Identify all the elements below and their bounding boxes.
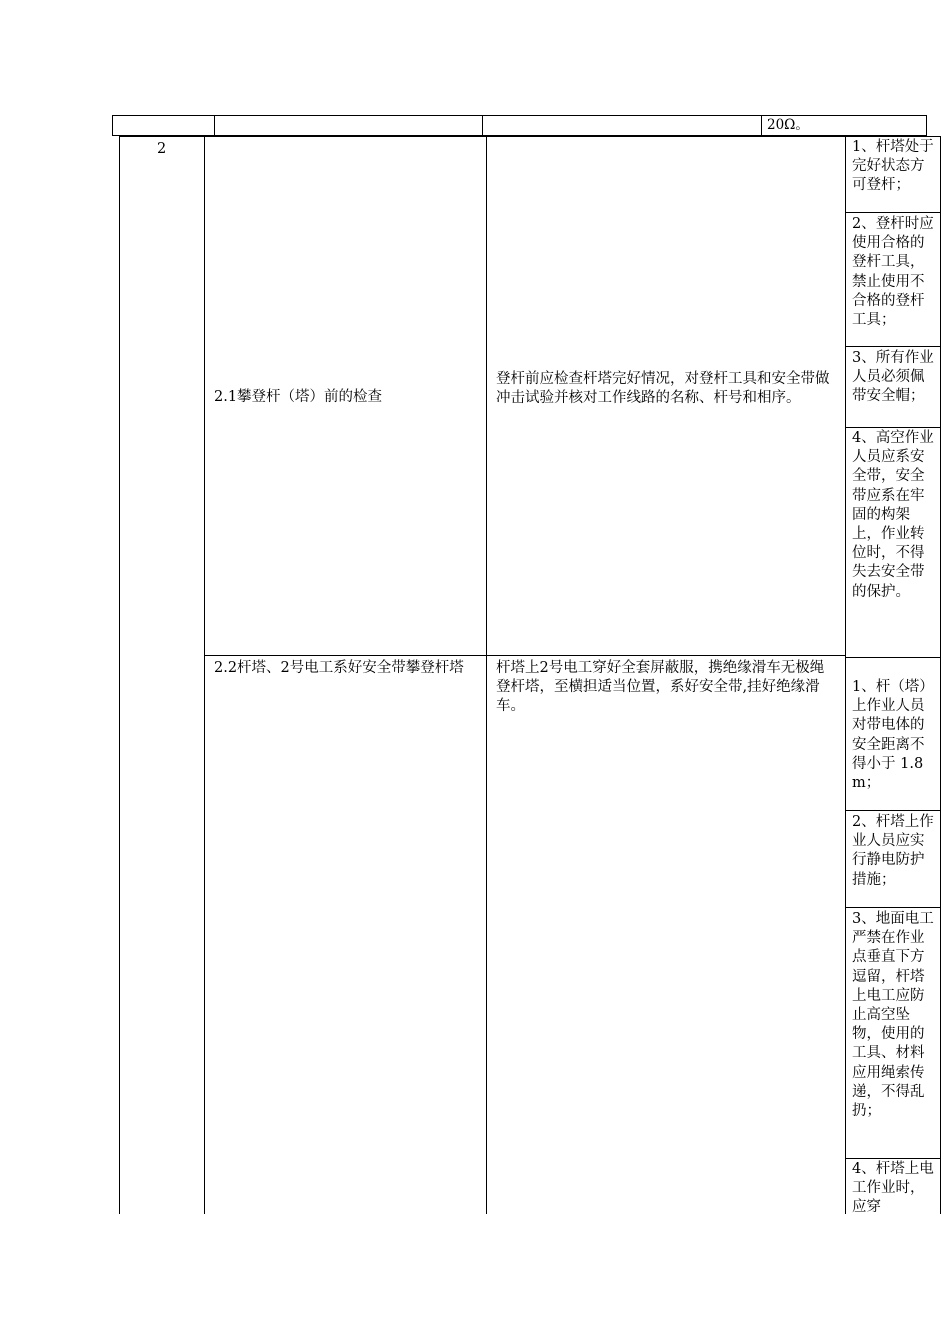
rule xyxy=(845,136,941,137)
rule xyxy=(845,1158,941,1159)
step-content: 杆塔上2号电工穿好全套屏蔽服，携绝缘滑车无极绳登杆塔，至横担适当位置，系好安全带,挂好绝缘滑车。 xyxy=(496,660,825,715)
rule xyxy=(940,136,941,1214)
rule xyxy=(845,810,941,811)
rule xyxy=(204,655,846,656)
rule xyxy=(926,115,927,136)
rule xyxy=(761,115,762,136)
requirement-item: 4、杆塔上电工作业时，应穿 xyxy=(852,1161,934,1216)
top-row-value: 20Ω。 xyxy=(767,117,809,133)
rule xyxy=(112,115,113,136)
rule xyxy=(119,136,928,137)
row-number: 2 xyxy=(157,141,167,157)
step-content: 登杆前应检查杆塔完好情况，对登杆工具和安全带做冲击试验并核对工作线路的名称、杆号和相序。 xyxy=(496,371,830,407)
rule xyxy=(845,907,941,908)
rule xyxy=(845,427,941,428)
rule xyxy=(482,115,483,136)
requirement-item: 1、杆塔处于完好状态方可登杆； xyxy=(852,139,934,194)
requirement-item: 3、地面电工严禁在作业点垂直下方逗留，杆塔上电工应防止高空坠物，使用的工具、材料应用绳索传递，不得乱扔； xyxy=(852,911,934,1120)
rule xyxy=(214,115,215,136)
requirement-item: 1、杆（塔）上作业人员对带电体的安全距离不得小于 1.8m； xyxy=(852,679,934,792)
rule xyxy=(112,115,927,116)
step-title: 2.2杆塔、2号电工系好安全带攀登杆塔 xyxy=(214,660,464,676)
rule xyxy=(845,212,941,213)
rule xyxy=(845,136,846,1214)
step-title: 2.1攀登杆（塔）前的检查 xyxy=(214,389,383,405)
rule xyxy=(845,346,941,347)
requirement-item: 4、高空作业人员应系安全带，安全带应系在牢固的构架上，作业转位时，不得失去安全带的保护。 xyxy=(852,430,934,600)
requirement-item: 2、杆塔上作业人员应实行静电防护措施； xyxy=(852,814,934,888)
rule xyxy=(486,136,487,1214)
rule xyxy=(204,136,205,1214)
requirement-item: 3、所有作业人员必须佩带安全帽； xyxy=(852,350,934,405)
requirement-item: 2、登杆时应使用合格的登杆工具，禁止使用不合格的登杆工具； xyxy=(852,216,934,329)
rule xyxy=(845,657,941,658)
rule xyxy=(119,136,120,1214)
